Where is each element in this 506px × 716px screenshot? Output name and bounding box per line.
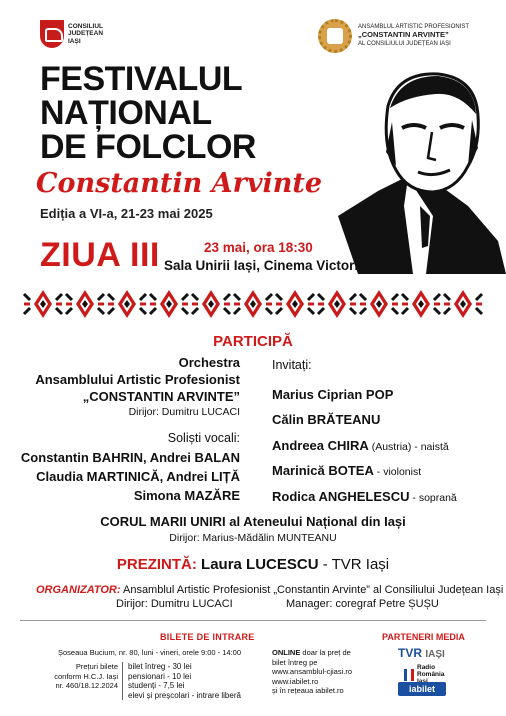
day-venue: Sala Unirii Iași, Cinema Victoria: [164, 258, 366, 273]
guest-name: Marinică BOTEA: [272, 463, 374, 478]
price-note-line: Prețuri bilete: [75, 662, 118, 671]
tickets-price-note: [28, 662, 118, 691]
organizer-text: Ansamblul Artistic Profesionist „Constantin Arvinte” al Consiliului Județean Iași: [122, 584, 504, 596]
orchestra-line3: „CONSTANTIN ARVINTE”: [82, 389, 240, 404]
guest-name: Andreea CHIRA: [272, 438, 369, 453]
tickets-separator: [122, 662, 123, 700]
guest-name: Rodica ANGHELESCU: [272, 489, 410, 504]
price-note-line: nr. 460/18.12.2024: [55, 681, 118, 690]
tvr-iasi-logo: [398, 646, 445, 660]
festival-title: [40, 62, 256, 164]
county-council-logo: [40, 18, 150, 50]
ensemble-logo-line2: „CONSTANTIN ARVINTE”: [358, 30, 449, 40]
title-line1: FESTIVALUL: [40, 60, 243, 98]
online-line: și în rețeaua iabilet.ro: [272, 686, 344, 695]
festival-edition: Ediția a VI-a, 21-23 mai 2025: [40, 206, 213, 221]
organizer-line: [36, 584, 503, 596]
guest-item: [272, 462, 421, 480]
online-link[interactable]: www.ansamblul-cjiasi.ro: [272, 667, 353, 676]
organizer-label: ORGANIZATOR:: [36, 584, 121, 596]
presenter-label: PREZINTĂ:: [116, 556, 197, 573]
tvr-logo-text: TVR: [398, 646, 422, 660]
tickets-heading: BILETE DE INTRARE: [160, 632, 255, 642]
guest-item: [272, 411, 380, 429]
day-date-time: 23 mai, ora 18:30: [204, 240, 313, 255]
guest-name: Marius Ciprian POP: [272, 387, 394, 402]
partners-heading: PARTENERI MEDIA: [382, 632, 465, 642]
ensemble-logo-line3: AL CONSILIULUI JUDEȚEAN IAȘI: [358, 40, 451, 47]
presenter-line: [0, 556, 506, 573]
footer-divider: [20, 620, 486, 621]
online-label: ONLINE: [272, 648, 301, 657]
county-shield-icon: [40, 20, 64, 48]
guest-item: [272, 488, 457, 506]
tvr-logo-city: IAȘI: [425, 649, 445, 660]
radio-logo-line: Radio: [417, 664, 436, 671]
price-line: studenți - 7,5 lei: [128, 681, 185, 690]
tickets-online: [272, 648, 352, 696]
iabilet-logo: iabilet: [398, 682, 446, 696]
folk-ornament-band: [22, 288, 484, 320]
guest-name: Călin BRĂTEANU: [272, 412, 381, 427]
ensemble-logo: [318, 16, 506, 56]
presenter-suffix: - TVR Iași: [318, 556, 390, 573]
price-note-line: conform H.C.J. Iași: [54, 671, 118, 681]
participa-heading: PARTICIPĂ: [213, 333, 293, 350]
radio-logo-line: România: [417, 671, 445, 678]
orchestra-conductor: Dirijor: Dumitru LUCACI: [128, 406, 240, 418]
tickets-address: Șoseaua Bucium, nr. 80, luni - vineri, orele 9:00 - 14:00: [58, 648, 242, 657]
title-line2: NAȚIONAL: [40, 94, 212, 132]
radio-mark-icon: [404, 669, 414, 681]
county-logo-line: CONSILIUL: [68, 22, 104, 30]
organizer-conductor: Dirijor: Dumitru LUCACI: [116, 598, 233, 610]
orchestra-line1: Orchestra: [178, 355, 240, 370]
choir-line: CORUL MARII UNIRI al Ateneului Național din Iași: [100, 514, 406, 529]
day-label: ZIUA III: [40, 236, 160, 274]
county-logo-line: JUDEȚEAN: [68, 30, 104, 38]
soloists-heading: Soliști vocali:: [167, 431, 240, 445]
presenter-name: Laura LUCESCU: [201, 556, 319, 573]
soloist-line: Constantin BAHRIN, Andrei BALAN: [20, 450, 240, 465]
county-logo-line: IAȘI: [68, 37, 81, 45]
online-link[interactable]: www.iabilet.ro: [272, 676, 319, 686]
online-line: doar la preț de: [300, 648, 351, 657]
ensemble-logo-line1: ANSAMBLUL ARTISTIC PROFESIONIST: [358, 23, 470, 30]
guests-heading: Invitați:: [272, 358, 312, 372]
price-line: elevi și preșcolari - intrare liberă: [128, 690, 241, 700]
online-line: bilet întreg pe: [272, 657, 318, 667]
guest-item: [272, 437, 449, 455]
guest-item: [272, 386, 393, 404]
portrait-illustration: [338, 66, 506, 274]
guest-note: - soprană: [409, 492, 457, 504]
title-line3: DE FOLCLOR: [40, 128, 256, 166]
guest-note: - violonist: [373, 466, 422, 478]
price-line: pensionari - 10 lei: [128, 671, 192, 681]
festival-script-name: Constantin Arvinte: [36, 168, 323, 199]
soloist-line: Simona MAZĂRE: [133, 488, 240, 503]
tickets-prices: [128, 662, 241, 700]
guest-note: (Austria) - naistă: [368, 441, 449, 453]
choir-conductor: Dirijor: Marius-Mădălin MUNTEANU: [169, 532, 337, 544]
ensemble-gear-icon: [318, 19, 352, 53]
organizer-manager: Manager: coregraf Petre ȘUȘU: [286, 598, 439, 610]
price-line: bilet întreg - 30 lei: [128, 662, 192, 671]
soloist-line: Claudia MARTINICĂ, Andrei LIȚĂ: [36, 469, 240, 484]
orchestra-line2: Ansamblului Artistic Profesionist: [35, 372, 240, 387]
